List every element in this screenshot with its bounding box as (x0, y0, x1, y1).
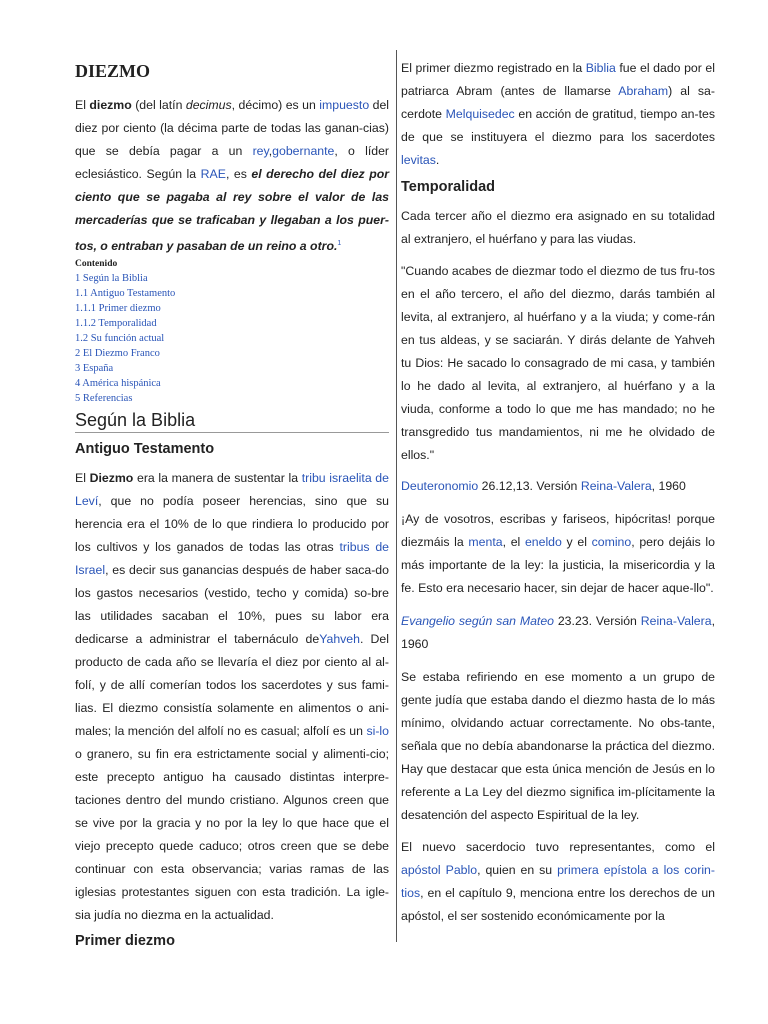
link-rey[interactable]: rey (252, 144, 269, 158)
explanation-paragraph: Se estaba refiriendo en ese momento a un grupo de gente judía que estaba dando el diezmo hasta de lo más mínimo, olvidando actuar correctamente. No obs-tante, señala que no debía abandonarse la práctica del diezmo. Hay que destacar que esta única mención de Jesús en lo referente a La Ley del diezmo significa im-plícitamente la desatención del aspecto Espiritual de la ley. (401, 670, 715, 822)
section-heading-antiguo-testamento: Antiguo Testamento (75, 441, 215, 458)
link-impuesto[interactable]: impuesto (319, 98, 370, 112)
link-primera-epistola[interactable]: primera epístola a los corin-tios (401, 863, 715, 900)
antiguo-testamento-paragraph: El Diezmo era la manera de sustentar la tribu israelita de Leví, que no podía poseer herencias, sino que su herencia era el 10% de lo que rindiera lo producido por los cultivos y los ganados de todas las otras tribus de Israel, es decir sus ganancias después de haber saca-do los gastos necesarios (vestido, techo y comida) so-bre las utilidades sacaban el 10%, pues su labor era dedicarse a administrar el tabernáculo deYahveh. Del producto de cada año se llevaría el diez por ciento al al-folí, y de allí comerían todos los sacerdotes y sus fami-lias. El diezmo consistía solamente en alimentos o ani-males; la mención del alfolí no es casual; alfolí es un si-lo o granero, su fin era estrictamente social y alimenti-cio; este precepto antiguo ha causado distintas interpre-taciones dentro del mundo cristiano. Algunos creen que se vive por la gracia y no por la ley lo que hace que el viejo precepto quede caduco; otros creen que se debe continuar con esta observancia; varias ramas de las iglesias protestantes siguen con esta tradición. La igle-sia judía no diezma en la actualidad. (75, 471, 389, 923)
link-rae[interactable]: RAE (200, 167, 226, 181)
mateo-quote: ¡Ay de vosotros, escribas y fariseos, hipócritas! porque diezmáis la menta, el eneldo y el comino, pero dejáis lo más importante de la ley: la justicia, la misericordia y la fe. Esto era necesario hacer, sin dejar de hacer aque-llo". (401, 512, 715, 595)
section-heading-biblia: Según la Biblia (75, 410, 196, 431)
toc-item[interactable]: 2 El Diezmo Franco (75, 348, 160, 360)
toc-item[interactable]: 4 América hispánica (75, 378, 161, 390)
link-menta[interactable]: menta (468, 535, 503, 549)
link-apostol-pablo[interactable]: apóstol Pablo (401, 863, 478, 877)
link-deuteronomio[interactable]: Deuteronomio (401, 479, 479, 493)
link-abraham[interactable]: Abraham (618, 84, 669, 98)
toc-item[interactable]: 1 Según la Biblia (75, 273, 148, 285)
toc-item[interactable]: 1.1.2 Temporalidad (75, 318, 157, 330)
left-column (75, 0, 389, 952)
toc-item[interactable]: 1.2 Su función actual (75, 333, 165, 345)
deuteronomio-quote: "Cuando acabes de diezmar todo el diezmo de tus fru-tos en el año tercero, el año del diezmo, darás también al levita, al extranjero, al huérfano y a la viuda; y come-rán en tus aldeas, y se saciarán. Y dirás delante de Yahveh tu Dios: He sacado lo consagrado de mi casa, y también lo he dado al levita, al extranjero, al huérfano y a la viuda, conforme a todo lo que me has mandado; no he transgredido tus mandamientos, ni me he olvidado de ellos." (401, 264, 715, 462)
column-divider (396, 50, 397, 942)
temporalidad-paragraph: Cada tercer año el diezmo era asignado en su totalidad al extranjero, el huérfano y para las viudas. (401, 209, 715, 246)
table-of-contents (75, 258, 389, 406)
link-tribus-israel[interactable]: tribus de Israel (75, 540, 389, 578)
toc-item[interactable]: 1.1.1 Primer diezmo (75, 303, 161, 315)
link-eneldo[interactable]: eneldo (524, 535, 562, 549)
right-column (401, 0, 715, 928)
reference-link[interactable]: 1 (337, 240, 342, 247)
link-yahveh[interactable]: Yahveh (319, 632, 360, 647)
link-reina-valera[interactable]: Reina-Valera (580, 479, 652, 493)
link-biblia[interactable]: Biblia (585, 61, 616, 75)
link-levitas[interactable]: levitas (401, 153, 436, 167)
citation-deuteronomio: Deuteronomio 26.12,13. Versión Reina-Valera, 1960 (401, 479, 686, 493)
link-reina-valera-2[interactable]: Reina-Valera (640, 614, 712, 628)
page-title: DIEZMO (75, 61, 151, 81)
link-gobernante[interactable]: gobernante (272, 144, 335, 158)
toc-title: Contenido (75, 259, 118, 270)
link-silo[interactable]: si-lo (366, 724, 389, 739)
link-tribu-levi[interactable]: tribu israelita de Leví (75, 471, 389, 509)
primer-diezmo-paragraph: El primer diezmo registrado en la Biblia fue el dado por el patriarca Abram (antes de llamarse Abraham) al sa-cerdote Melquisedec en acción de gratitud, tiempo an-tes de que se instituyera el diezmo para los sacerdotes levitas. (401, 61, 716, 167)
intro-paragraph: El diezmo (del latín decimus, décimo) es un impuesto del diez por ciento (la décima parte de todas las ganan-cias) que se debía pagar a un rey,gobernante, o líder eclesiástico. Según la RAE, es el derecho del diez por ciento que se pagaba al rey sobre el valor de las mercaderías que se traficaban y llegaban a los puer-tos, o entraban y pasaban de un reino a otro.$^1$ (75, 98, 390, 254)
link-evangelio-mateo[interactable]: Evangelio según san Mateo (401, 614, 555, 628)
link-melquisedec[interactable]: Melquisedec (445, 107, 515, 121)
toc-item[interactable]: 1.1 Antiguo Testamento (75, 288, 176, 300)
nuevo-sacerdocio-paragraph: El nuevo sacerdocio tuvo representantes, como el apóstol Pablo, quien en su primera epístola a los corin-tios, en el capítulo 9, menciona entre los derechos de un apóstol, el ser sostenido económicamente por la (401, 840, 715, 923)
link-comino[interactable]: comino (591, 535, 632, 549)
citation-mateo: Evangelio según san Mateo 23.23. Versión Reina-Valera, 1960 (401, 614, 715, 651)
section-heading-temporalidad: Temporalidad (401, 179, 495, 195)
toc-item[interactable]: 3 España (75, 363, 114, 375)
toc-item[interactable]: 5 Referencias (75, 393, 133, 405)
section-heading-primer-diezmo: Primer diezmo (75, 933, 175, 950)
